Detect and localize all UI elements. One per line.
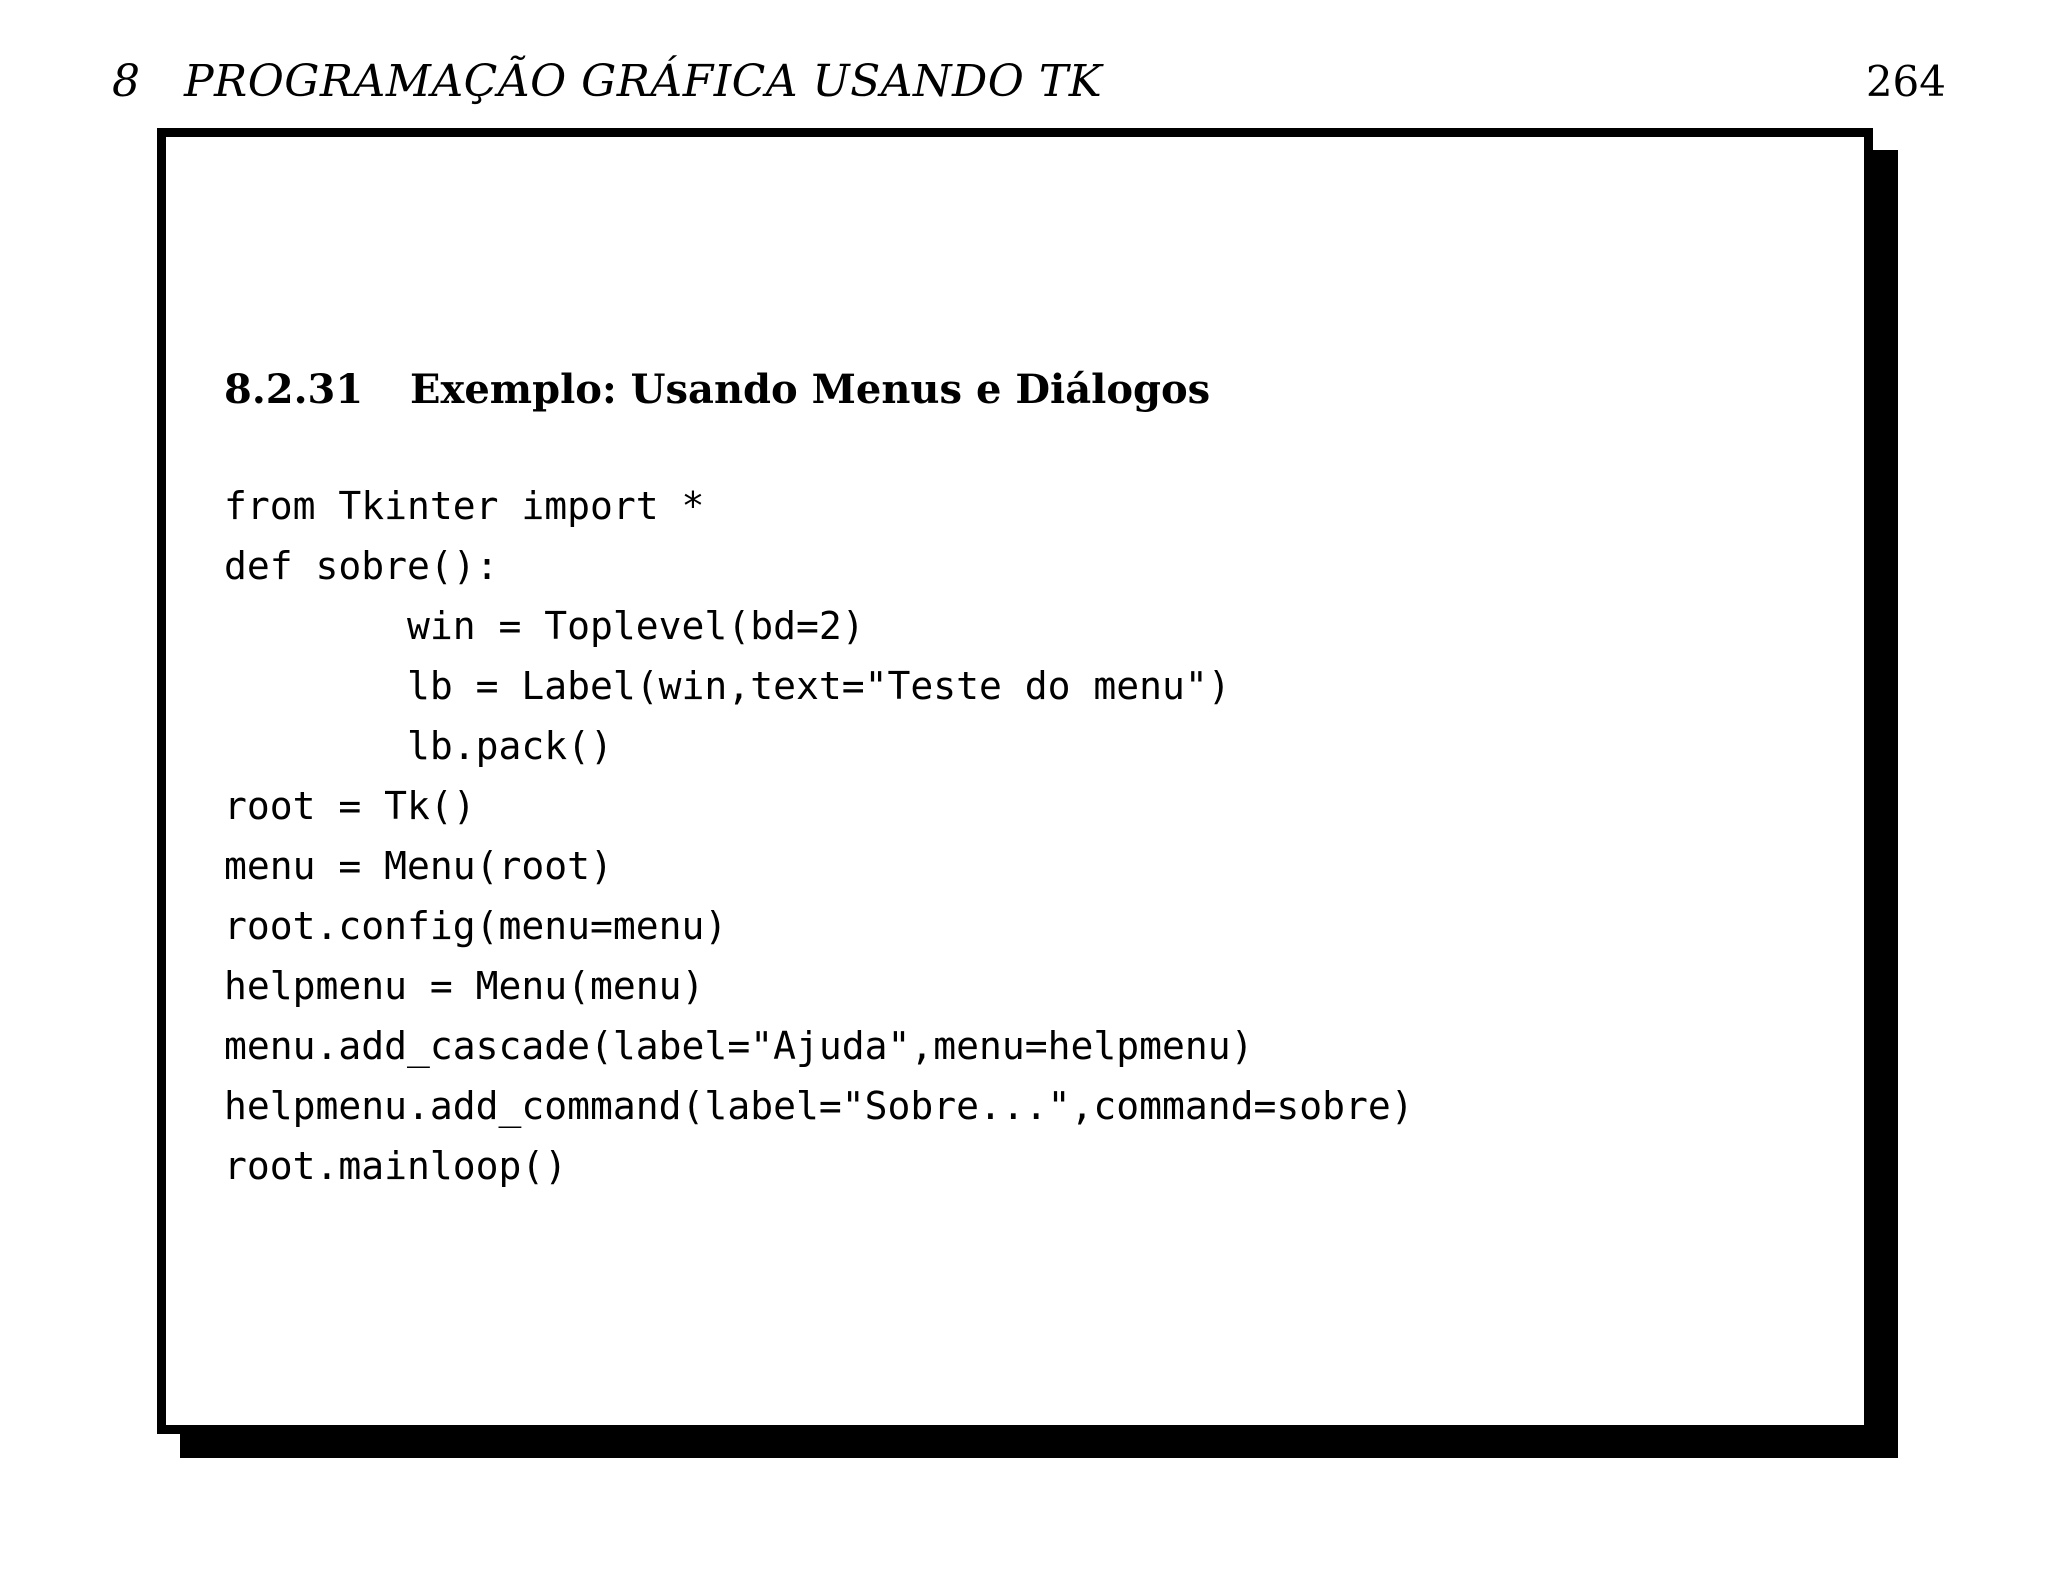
code-line: helpmenu = Menu(menu)	[224, 964, 705, 1008]
chapter-title: 8 PROGRAMAÇÃO GRÁFICA USANDO TK	[112, 56, 1103, 107]
code-line: def sobre():	[224, 544, 499, 588]
code-line: lb = Label(win,text="Teste do menu")	[224, 664, 1231, 708]
code-line: root.config(menu=menu)	[224, 904, 728, 948]
page-number: 264	[1865, 57, 1946, 106]
code-line: from Tkinter import *	[224, 484, 705, 528]
code-line: win = Toplevel(bd=2)	[224, 604, 865, 648]
section-heading	[224, 362, 1210, 418]
section-number: 8.2.31	[224, 366, 364, 413]
code-line: menu.add_cascade(label="Ajuda",menu=helpmenu)	[224, 1024, 1254, 1068]
section-title: Exemplo: Usando Menus e Diálogos	[410, 366, 1211, 413]
code-line: lb.pack()	[224, 724, 613, 768]
code-block	[224, 476, 1414, 1196]
code-line: root = Tk()	[224, 784, 476, 828]
code-line: menu = Menu(root)	[224, 844, 613, 888]
code-line: helpmenu.add_command(label="Sobre...",command=sobre)	[224, 1084, 1414, 1128]
running-header	[112, 52, 1946, 112]
code-line: root.mainloop()	[224, 1144, 568, 1188]
